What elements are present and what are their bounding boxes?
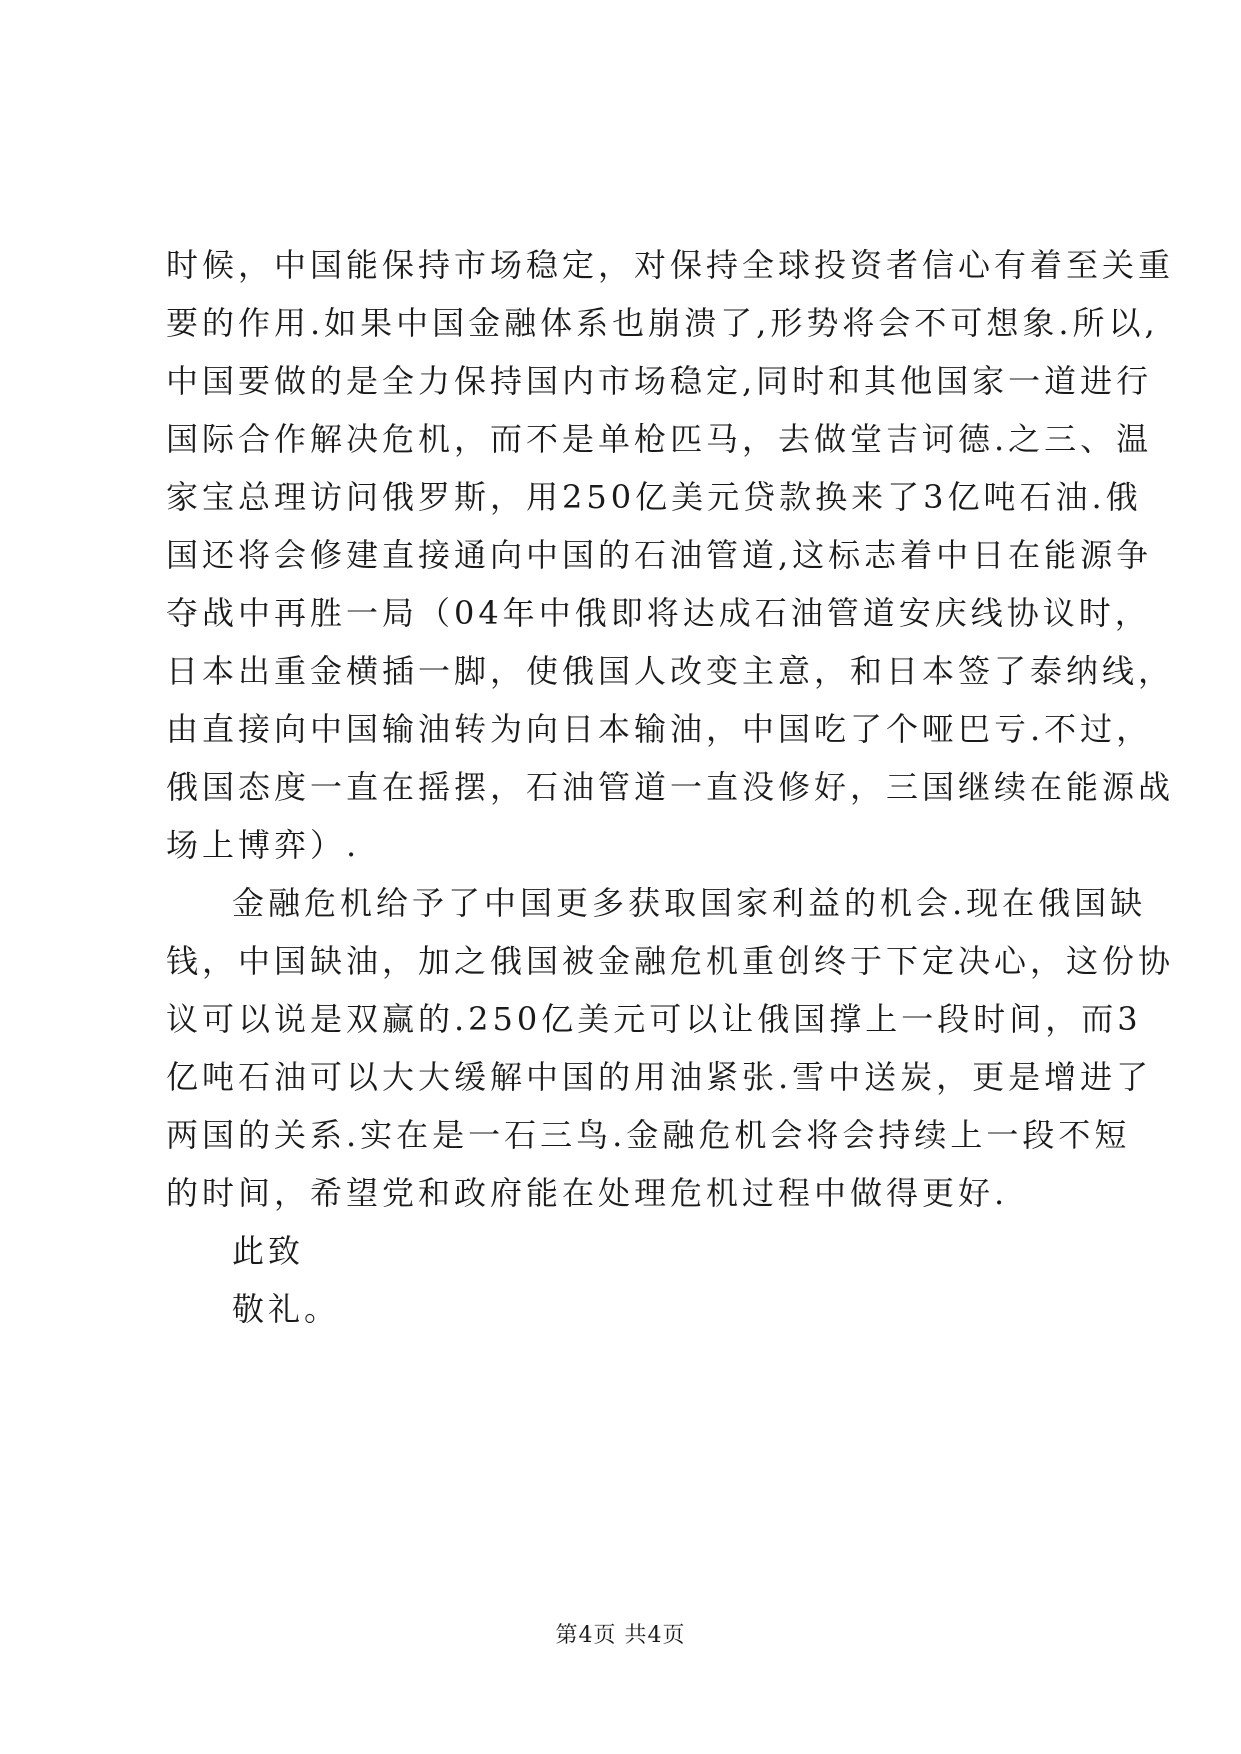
text-line: 要的作用.如果中国金融体系也崩溃了,形势将会不可想象.所以, [166, 304, 1159, 342]
text-line: 亿吨石油可以大大缓解中国的用油紧张.雪中送炭，更是增进了 [166, 1058, 1153, 1096]
text-line: 场上博弈）. [166, 826, 361, 864]
text-line: 钱，中国缺油，加之俄国被金融危机重创终于下定决心，这份协 [166, 942, 1175, 980]
text-line: 中国要做的是全力保持国内市场稳定,同时和其他国家一道进行 [166, 362, 1153, 400]
text-line: 俄国态度一直在摇摆，石油管道一直没修好，三国继续在能源战 [166, 768, 1175, 806]
text-line: 国际合作解决危机，而不是单枪匹马，去做堂吉诃德.之三、温 [166, 420, 1153, 458]
salutation-line: 敬礼。 [232, 1290, 341, 1328]
text-line: 两国的关系.实在是一石三鸟.金融危机会将会持续上一段不短 [166, 1116, 1131, 1154]
text-line: 家宝总理访问俄罗斯，用250亿美元贷款换来了3亿吨石油.俄 [166, 478, 1142, 516]
text-line: 由直接向中国输油转为向日本输油，中国吃了个哑巴亏.不过， [166, 710, 1153, 748]
text-line: 国还将会修建直接通向中国的石油管道,这标志着中日在能源争 [166, 536, 1153, 574]
page-number-footer: 第4页 共4页 [555, 1623, 686, 1648]
text-line: 日本出重金横插一脚，使俄国人改变主意，和日本签了泰纳线， [166, 652, 1175, 690]
letter-body [166, 236, 1175, 1338]
text-line: 的时间，希望党和政府能在处理危机过程中做得更好. [166, 1174, 1009, 1212]
text-line: 议可以说是双赢的.250亿美元可以让俄国撑上一段时间，而3 [166, 1000, 1142, 1038]
paragraph-start-line: 金融危机给予了中国更多获取国家利益的机会.现在俄国缺 [232, 884, 1147, 922]
text-line: 夺战中再胜一局（04年中俄即将达成石油管道安庆线协议时， [166, 594, 1151, 632]
text-line: 时候，中国能保持市场稳定，对保持全球投资者信心有着至关重 [166, 246, 1175, 284]
closing-line: 此致 [232, 1232, 305, 1270]
